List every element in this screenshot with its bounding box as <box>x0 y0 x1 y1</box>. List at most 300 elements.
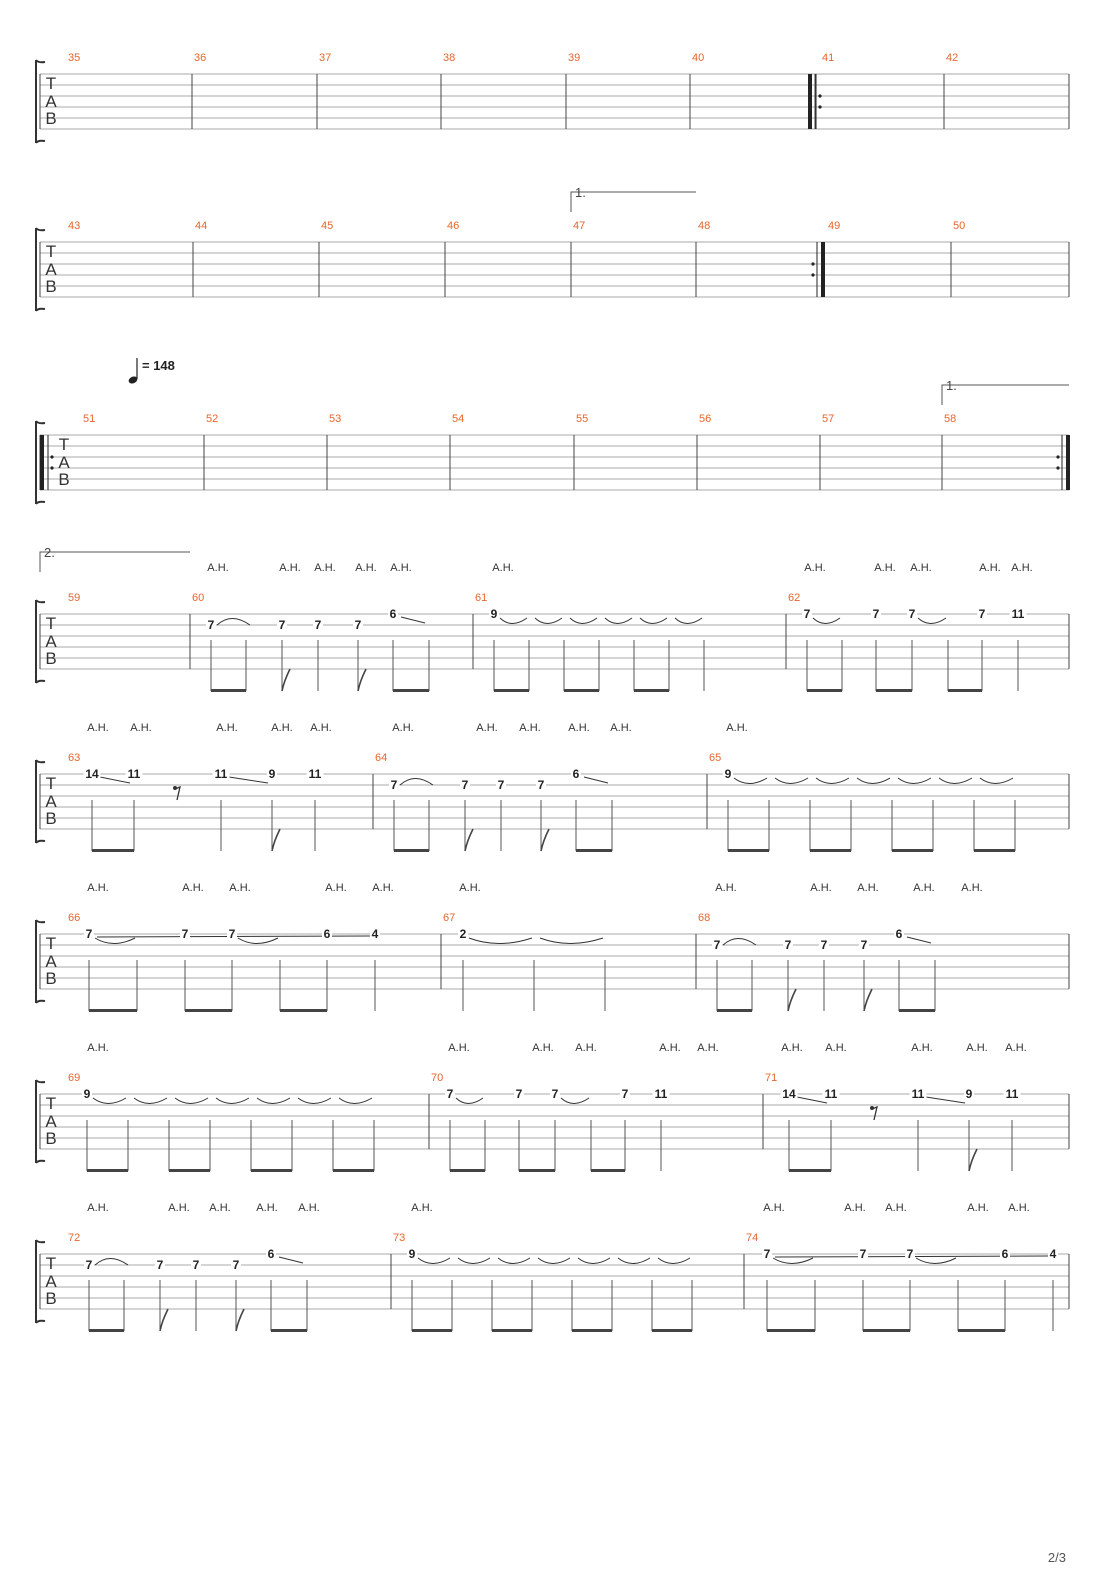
tie-arc <box>980 778 1013 784</box>
harmonic-label: A.H. <box>355 562 377 574</box>
tab-staff <box>36 592 1069 683</box>
tie-arc <box>175 1098 208 1104</box>
measure-notes <box>206 607 429 692</box>
beam <box>591 1169 625 1172</box>
fret-number: 6 <box>323 927 331 941</box>
harmonic-annotations <box>87 1042 1026 1054</box>
tab-staff <box>36 220 1069 311</box>
fret-number: 7 <box>354 618 362 632</box>
fret-number: 7 <box>85 1258 93 1272</box>
measure-number: 43 <box>68 220 81 232</box>
tie-arc <box>469 938 532 944</box>
tab-staff <box>36 1232 1069 1323</box>
tie-arc <box>898 778 931 784</box>
note-flag <box>788 989 796 1011</box>
clef-letter-a: A <box>45 632 57 651</box>
measure-notes <box>802 607 1027 692</box>
measure-number: 51 <box>83 413 96 425</box>
tie-arc <box>816 778 849 784</box>
clef-letter-t: T <box>45 74 57 93</box>
harmonic-annotations <box>87 722 747 734</box>
harmonic-label: A.H. <box>885 1202 907 1214</box>
beam <box>810 849 851 852</box>
tie-arc <box>723 939 756 946</box>
tie-arc <box>578 1258 610 1264</box>
beam <box>948 689 982 692</box>
harmonic-label: A.H. <box>298 1202 320 1214</box>
harmonic-label: A.H. <box>857 882 879 894</box>
harmonic-label: A.H. <box>87 882 109 894</box>
slide-line <box>926 1097 965 1103</box>
slide-line <box>229 777 268 783</box>
beam <box>169 1169 210 1172</box>
harmonic-label: A.H. <box>279 562 301 574</box>
measure-number: 35 <box>68 52 81 64</box>
measure-number: 57 <box>822 413 835 425</box>
measure-notes <box>82 1087 374 1172</box>
fret-number: 7 <box>232 1258 240 1272</box>
fret-number: 7 <box>156 1258 164 1272</box>
tie-arc <box>734 778 767 784</box>
harmonic-label: A.H. <box>392 722 414 734</box>
harmonic-label: A.H. <box>87 1042 109 1054</box>
repeat-end <box>1056 435 1070 490</box>
tie-arc <box>216 1098 249 1104</box>
measure-number: 64 <box>375 752 388 764</box>
tie-arc <box>605 618 632 624</box>
fret-number: 9 <box>724 767 732 781</box>
beam <box>89 1009 137 1012</box>
fret-number: 7 <box>803 607 811 621</box>
fret-number: 7 <box>713 938 721 952</box>
harmonic-label: A.H. <box>130 722 152 734</box>
clef-letter-a: A <box>45 792 57 811</box>
measure-number: 36 <box>194 52 207 64</box>
harmonic-label: A.H. <box>961 882 983 894</box>
harmonic-annotations <box>207 562 1032 574</box>
fret-number: 9 <box>268 767 276 781</box>
harmonic-label: A.H. <box>575 1042 597 1054</box>
tie-arc <box>538 1258 570 1264</box>
harmonic-label: A.H. <box>182 882 204 894</box>
tie-arc <box>498 1258 530 1264</box>
harmonic-label: A.H. <box>1005 1042 1027 1054</box>
measure-number: 72 <box>68 1232 81 1244</box>
fret-number: 11 <box>1011 607 1025 621</box>
harmonic-label: A.H. <box>532 1042 554 1054</box>
beam <box>92 849 134 852</box>
thick-barline <box>1066 435 1070 490</box>
beam <box>892 849 933 852</box>
clef-letter-b: B <box>45 1129 57 1148</box>
harmonic-label: A.H. <box>519 722 541 734</box>
beam <box>271 1329 307 1332</box>
clef-letter-b: B <box>45 277 57 296</box>
harmonic-label: A.H. <box>372 882 394 894</box>
fret-number: 11 <box>308 767 322 781</box>
note-flag <box>541 829 549 851</box>
fret-number: 7 <box>446 1087 454 1101</box>
volta-line <box>40 552 190 572</box>
clef-letter-t: T <box>45 774 57 793</box>
measure-notes <box>762 1247 1058 1332</box>
repeat-dot <box>1056 455 1059 458</box>
fret-number: 7 <box>497 778 505 792</box>
fret-number: 7 <box>621 1087 629 1101</box>
measure-number: 39 <box>568 52 581 64</box>
tie-arc <box>458 1258 490 1264</box>
tie-arc <box>217 619 250 626</box>
clef-letter-a: A <box>45 1112 57 1131</box>
harmonic-label: A.H. <box>825 1042 847 1054</box>
slide-line <box>584 777 608 783</box>
volta-label: 1. <box>575 185 586 200</box>
measure-notes <box>389 767 612 852</box>
fret-number: 11 <box>214 767 228 781</box>
measure-number: 71 <box>765 1072 778 1084</box>
fret-number: 11 <box>127 767 141 781</box>
harmonic-label: A.H. <box>390 562 412 574</box>
clef-letter-t: T <box>45 614 57 633</box>
tie-arc <box>570 618 597 624</box>
clef-letter-b: B <box>45 1289 57 1308</box>
slide-line <box>907 937 931 943</box>
clef-letter-t: T <box>45 1254 57 1273</box>
fret-number: 7 <box>228 927 236 941</box>
clef-letter-a: A <box>58 453 70 472</box>
harmonic-label: A.H. <box>910 562 932 574</box>
tie-arc <box>918 618 946 624</box>
fret-number: 7 <box>551 1087 559 1101</box>
harmonic-label: A.H. <box>804 562 826 574</box>
note-flag <box>465 829 473 851</box>
harmonic-label: A.H. <box>1008 1202 1030 1214</box>
eighth-rest-icon <box>872 1107 877 1120</box>
harmonic-label: A.H. <box>492 562 514 574</box>
repeat-end <box>811 242 825 297</box>
beam <box>211 689 246 692</box>
harmonic-label: A.H. <box>697 1042 719 1054</box>
measure-number: 59 <box>68 592 81 604</box>
harmonic-label: A.H. <box>310 722 332 734</box>
harmonic-label: A.H. <box>967 1202 989 1214</box>
tie-arc <box>540 938 603 944</box>
measure-number: 68 <box>698 912 711 924</box>
measure-number: 56 <box>699 413 712 425</box>
clef-letter-t: T <box>45 934 57 953</box>
tie-arc <box>916 1258 956 1264</box>
fret-number: 7 <box>515 1087 523 1101</box>
beam <box>652 1329 692 1332</box>
beam <box>876 689 912 692</box>
measure-number: 41 <box>822 52 835 64</box>
clef-letter-a: A <box>45 92 57 111</box>
harmonic-label: A.H. <box>229 882 251 894</box>
harmonic-label: A.H. <box>844 1202 866 1214</box>
clef-letter-b: B <box>45 809 57 828</box>
measure-number: 49 <box>828 220 841 232</box>
repeat-dot <box>818 94 821 97</box>
beam <box>576 849 612 852</box>
fret-number: 9 <box>83 1087 91 1101</box>
clef-letter-b: B <box>58 470 70 489</box>
beam <box>863 1329 910 1332</box>
fret-number: 7 <box>278 618 286 632</box>
harmonic-label: A.H. <box>781 1042 803 1054</box>
tie-arc <box>134 1098 167 1104</box>
thick-barline <box>808 74 812 129</box>
slide-line <box>401 617 425 623</box>
beam <box>728 849 769 852</box>
harmonic-label: A.H. <box>1011 562 1033 574</box>
fret-number: 4 <box>1049 1247 1057 1261</box>
fret-number: 7 <box>784 938 792 952</box>
repeat-dot <box>50 466 53 469</box>
beam <box>789 1169 831 1172</box>
fret-number: 11 <box>911 1087 925 1101</box>
measure-number: 52 <box>206 413 219 425</box>
repeat-dot <box>1056 466 1059 469</box>
measure-number: 67 <box>443 912 456 924</box>
tab-staff <box>36 413 1069 504</box>
note-flag <box>160 1309 168 1331</box>
tab-staff <box>36 912 1069 1003</box>
fret-number: 7 <box>908 607 916 621</box>
beam <box>185 1009 232 1012</box>
tempo-marking <box>128 358 175 385</box>
tie-arc <box>298 1098 331 1104</box>
beam <box>958 1329 1005 1332</box>
repeat-start <box>40 435 54 490</box>
measure-notes <box>781 1087 1021 1172</box>
fret-number: 7 <box>314 618 322 632</box>
harmonic-label: A.H. <box>610 722 632 734</box>
fret-number: 7 <box>181 927 189 941</box>
measure-number: 63 <box>68 752 81 764</box>
harmonic-label: A.H. <box>979 562 1001 574</box>
fret-number: 7 <box>860 938 868 952</box>
volta-line <box>571 192 696 212</box>
measure-notes <box>712 927 935 1012</box>
beam <box>767 1329 815 1332</box>
thick-barline <box>821 242 825 297</box>
measure-notes <box>723 767 1015 852</box>
harmonic-label: A.H. <box>87 1202 109 1214</box>
fret-number: 14 <box>85 767 99 781</box>
harmonic-label: A.H. <box>209 1202 231 1214</box>
harmonic-label: A.H. <box>874 562 896 574</box>
harmonic-label: A.H. <box>216 722 238 734</box>
measure-number: 44 <box>195 220 208 232</box>
harmonic-label: A.H. <box>256 1202 278 1214</box>
measure-number: 62 <box>788 592 801 604</box>
harmonic-label: A.H. <box>87 722 109 734</box>
beam <box>564 689 599 692</box>
volta-line <box>942 385 1069 405</box>
measure-notes <box>407 1247 692 1332</box>
harmonic-label: A.H. <box>810 882 832 894</box>
note-flag <box>282 669 290 691</box>
clef-letter-a: A <box>45 260 57 279</box>
harmonic-annotations <box>87 1202 1029 1214</box>
tie-arc <box>561 1098 589 1104</box>
measure-notes <box>84 767 324 852</box>
harmonic-label: A.H. <box>411 1202 433 1214</box>
beam <box>494 689 529 692</box>
measure-number: 61 <box>475 592 488 604</box>
fret-number: 6 <box>1001 1247 1009 1261</box>
fret-number: 6 <box>267 1247 275 1261</box>
fret-number: 7 <box>192 1258 200 1272</box>
beam <box>412 1329 452 1332</box>
harmonic-label: A.H. <box>726 722 748 734</box>
measure-notes <box>489 607 704 692</box>
measure-notes <box>458 927 605 1011</box>
tie-arc <box>456 1098 483 1104</box>
repeat-dot <box>811 273 814 276</box>
measure-number: 46 <box>447 220 460 232</box>
fret-number: 6 <box>389 607 397 621</box>
beam <box>974 849 1015 852</box>
fret-number: 11 <box>1005 1087 1019 1101</box>
beam <box>393 689 429 692</box>
beam <box>899 1009 935 1012</box>
harmonic-annotations <box>87 882 982 894</box>
volta-1 <box>942 378 1069 405</box>
tie-arc <box>95 938 135 944</box>
tie-arc <box>500 618 527 624</box>
harmonic-label: A.H. <box>659 1042 681 1054</box>
note-flag <box>864 989 872 1011</box>
harmonic-label: A.H. <box>168 1202 190 1214</box>
tie-arc <box>775 778 808 784</box>
tie-arc <box>418 1258 450 1264</box>
fret-number: 9 <box>408 1247 416 1261</box>
measure-number: 54 <box>452 413 465 425</box>
harmonic-label: A.H. <box>476 722 498 734</box>
measure-number: 73 <box>393 1232 406 1244</box>
measure-number: 74 <box>746 1232 759 1244</box>
beam <box>717 1009 752 1012</box>
harmonic-label: A.H. <box>207 562 229 574</box>
tie-arc <box>857 778 890 784</box>
harmonic-label: A.H. <box>271 722 293 734</box>
tie-arc <box>640 618 667 624</box>
fret-number: 7 <box>906 1247 914 1261</box>
measure-number: 50 <box>953 220 966 232</box>
eighth-rest-icon <box>175 787 180 800</box>
tie-arc <box>618 1258 650 1264</box>
fret-number: 7 <box>763 1247 771 1261</box>
measure-number: 69 <box>68 1072 81 1084</box>
clef-letter-t: T <box>58 435 70 454</box>
note-flag <box>969 1149 977 1171</box>
harmonic-label: A.H. <box>314 562 336 574</box>
measure-number: 47 <box>573 220 586 232</box>
note-flag <box>272 829 280 851</box>
measure-number: 65 <box>709 752 722 764</box>
measure-number: 45 <box>321 220 334 232</box>
harmonic-label: A.H. <box>459 882 481 894</box>
clef-letter-b: B <box>45 969 57 988</box>
fret-number: 7 <box>537 778 545 792</box>
fret-number: 14 <box>782 1087 796 1101</box>
harmonic-label: A.H. <box>913 882 935 894</box>
measure-number: 40 <box>692 52 705 64</box>
tab-staff <box>36 52 1069 143</box>
beam <box>333 1169 374 1172</box>
volta-1 <box>571 185 696 212</box>
harmonic-label: A.H. <box>325 882 347 894</box>
harmonic-label: A.H. <box>448 1042 470 1054</box>
beam <box>89 1329 124 1332</box>
tab-staff <box>36 1072 1069 1163</box>
clef-letter-t: T <box>45 242 57 261</box>
clef-letter-b: B <box>45 109 57 128</box>
beam <box>251 1169 292 1172</box>
measure-number: 38 <box>443 52 456 64</box>
beam <box>394 849 429 852</box>
fret-number: 6 <box>895 927 903 941</box>
fret-number: 7 <box>872 607 880 621</box>
measure-number: 70 <box>431 1072 444 1084</box>
measure-number: 37 <box>319 52 332 64</box>
tie-arc <box>95 1259 128 1266</box>
fret-number: 2 <box>459 927 467 941</box>
beam <box>519 1169 555 1172</box>
measure-number: 42 <box>946 52 959 64</box>
harmonic-label: A.H. <box>966 1042 988 1054</box>
fret-number: 7 <box>390 778 398 792</box>
fret-number: 7 <box>859 1247 867 1261</box>
fret-number: 11 <box>824 1087 838 1101</box>
harmonic-label: A.H. <box>763 1202 785 1214</box>
fret-number: 7 <box>85 927 93 941</box>
measure-number: 58 <box>944 413 957 425</box>
beam <box>280 1009 327 1012</box>
beam <box>807 689 842 692</box>
tie-arc <box>238 938 278 944</box>
tie-arc <box>675 618 702 624</box>
fret-number: 7 <box>207 618 215 632</box>
volta-2 <box>40 545 190 572</box>
fret-number: 7 <box>978 607 986 621</box>
page-number: 2/3 <box>1047 1550 1066 1565</box>
beam <box>492 1329 532 1332</box>
fret-number: 11 <box>654 1087 668 1101</box>
clef-letter-a: A <box>45 1272 57 1291</box>
fret-number: 4 <box>371 927 379 941</box>
harmonic-label: A.H. <box>911 1042 933 1054</box>
tie-arc <box>339 1098 372 1104</box>
tie-arc <box>658 1258 690 1264</box>
tab-staff <box>36 752 1069 843</box>
measure-number: 60 <box>192 592 205 604</box>
measure-number: 55 <box>576 413 589 425</box>
clef-letter-a: A <box>45 952 57 971</box>
measure-notes <box>84 1247 307 1332</box>
beam <box>572 1329 612 1332</box>
measure-number: 66 <box>68 912 81 924</box>
volta-label: 2. <box>44 545 55 560</box>
tempo-text: = 148 <box>142 358 175 373</box>
repeat-dot <box>811 262 814 265</box>
tie-arc <box>93 1098 126 1104</box>
fret-number: 6 <box>572 767 580 781</box>
clef-letter-b: B <box>45 649 57 668</box>
fret-number: 9 <box>490 607 498 621</box>
fret-number: 9 <box>965 1087 973 1101</box>
